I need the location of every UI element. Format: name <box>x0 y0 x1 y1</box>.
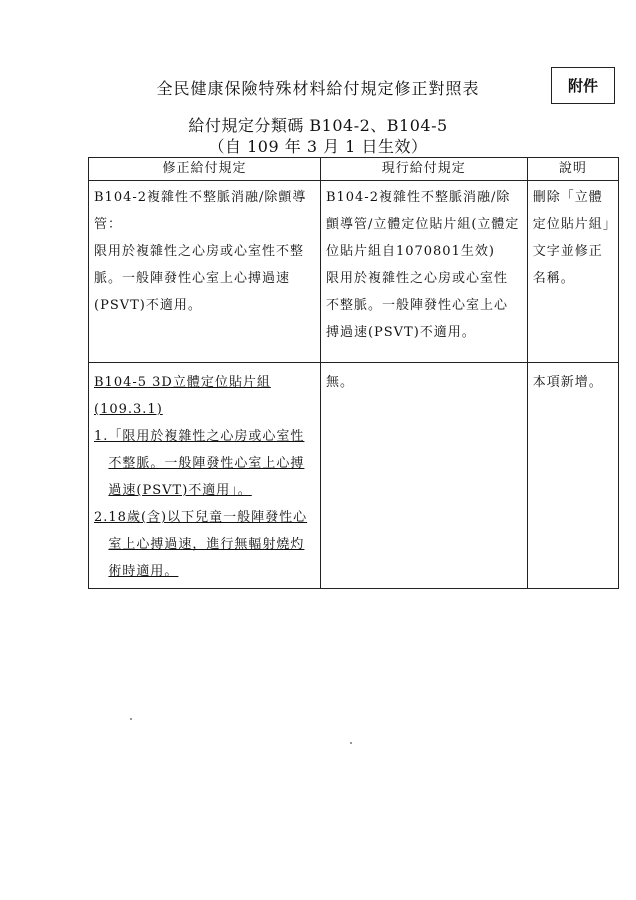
table-row <box>89 181 619 363</box>
row2-note-cell <box>527 363 618 589</box>
row1-note-cell <box>527 181 618 363</box>
row1-current-body: 限用於複雜性之心房或心室性不整脈。一般陣發性心室上心搏過速(PSVT)不適用。 <box>325 271 508 340</box>
row1-revised-heading: B104-2複雜性不整脈消融/除顫導管： <box>94 190 307 232</box>
row2-current-cell <box>320 363 527 589</box>
list-item-number: 1. <box>94 429 109 444</box>
table-row <box>89 363 619 589</box>
scan-speck <box>350 742 352 744</box>
table-header-row <box>89 158 619 181</box>
scan-speck <box>130 718 132 720</box>
row1-current-cell <box>320 181 527 363</box>
row1-note: 刪除「立體定位貼片組」文字並修正名稱。 <box>532 190 611 286</box>
row2-revised-cell <box>89 363 321 589</box>
row1-current-heading: B104-2複雜性不整脈消融/除顫導管/立體定位貼片組(立體定位貼片組自1070801生效) <box>325 190 520 259</box>
document-title: 全民健康保險特殊材料給付規定修正對照表 <box>156 79 480 98</box>
header-note: 說明 <box>527 158 618 181</box>
attachment-label: 附件 <box>567 77 598 95</box>
comparison-table <box>88 157 619 589</box>
document-subtitle: 給付規定分類碼 B104-2、B104-5 <box>188 116 448 135</box>
list-item-text: 「限用於複雜性之心房或心室性不整脈。一般陣發性心室上心搏過速(PSVT)不適用」。 <box>108 429 305 498</box>
list-item <box>94 423 315 504</box>
effective-date: （自 109 年 3 月 1 日生效） <box>208 137 428 156</box>
row1-revised-cell <box>89 181 321 363</box>
row1-revised-body: 限用於複雜性之心房或心室性不整脈。一般陣發性心室上心搏過速(PSVT)不適用。 <box>94 244 305 313</box>
row2-revised-date: (109.3.1) <box>94 402 163 417</box>
row2-revised-heading: B104-5 3D立體定位貼片組 <box>94 375 271 390</box>
list-item <box>94 504 315 585</box>
list-item-text: 18歲(含)以下兒童一般陣發性心室上心搏過速，進行無輻射燒灼術時適用。 <box>108 510 308 579</box>
header-revised: 修正給付規定 <box>89 158 321 181</box>
row2-current: 無。 <box>325 375 354 390</box>
header-current: 現行給付規定 <box>320 158 527 181</box>
row2-note: 本項新增。 <box>532 375 603 390</box>
list-item-number: 2. <box>94 510 109 525</box>
